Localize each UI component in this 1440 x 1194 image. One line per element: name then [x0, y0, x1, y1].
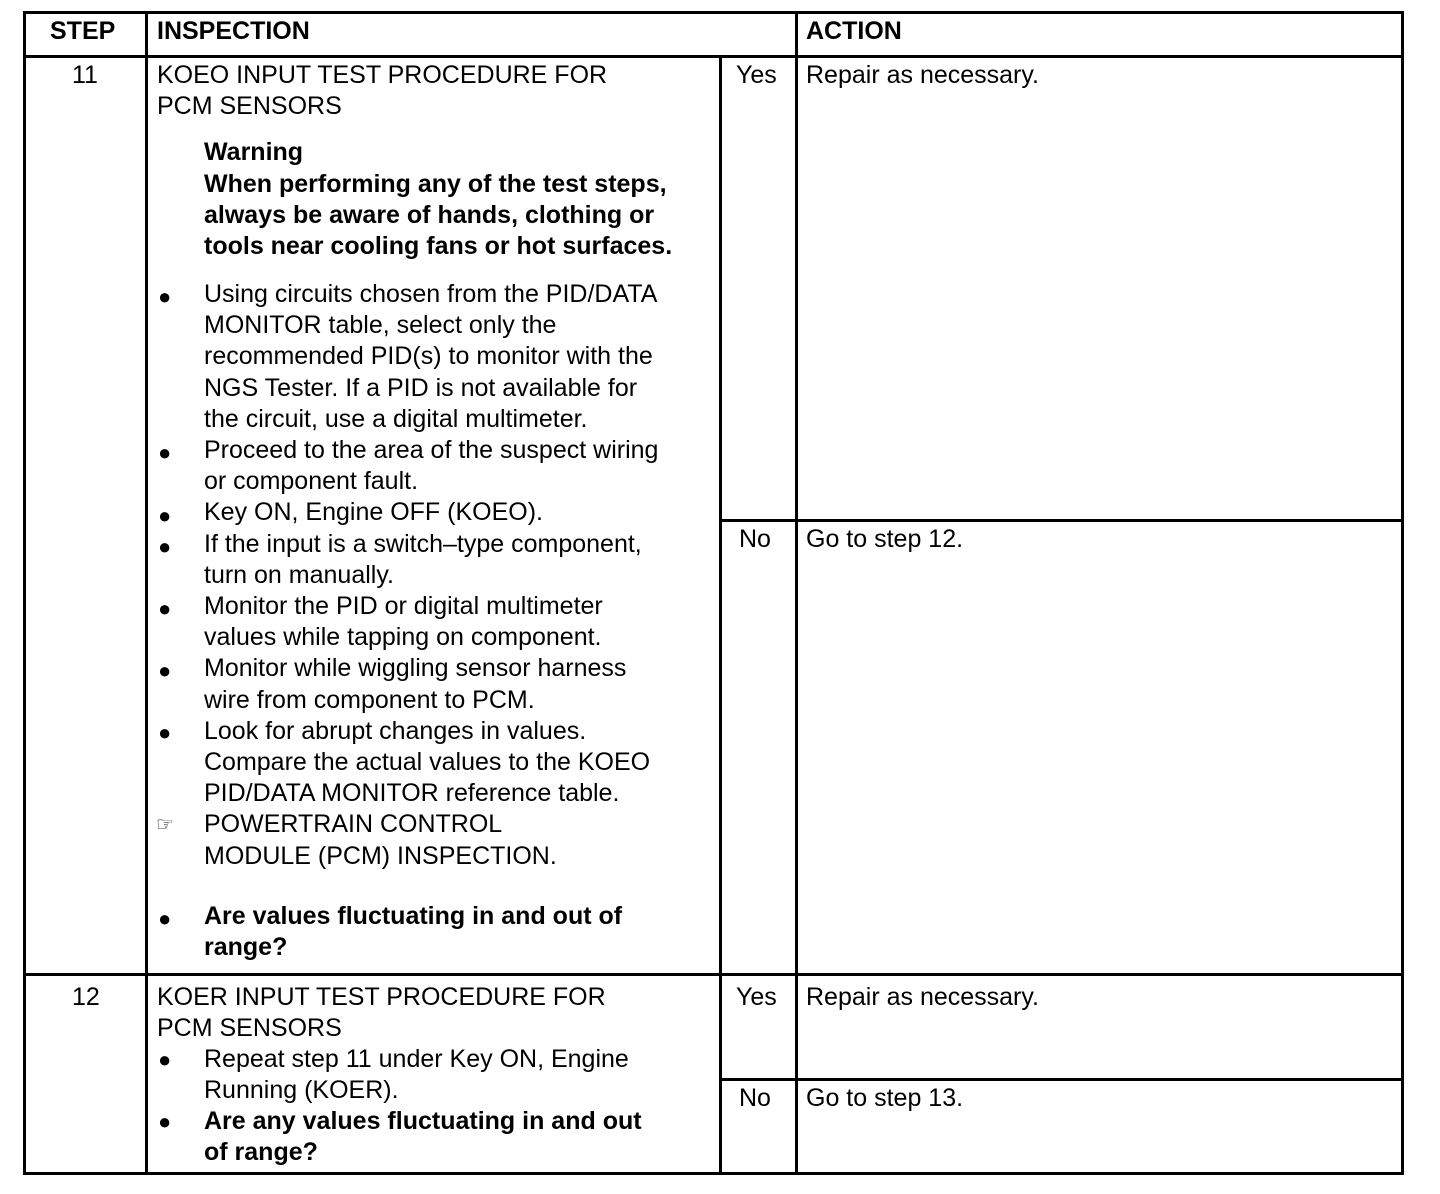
- step12-question: Are any values fluctuating in and out: [204, 1107, 642, 1135]
- border-step12-yes-no: [722, 1078, 1404, 1081]
- bullet-line: Key ON, Engine OFF (KOEO).: [204, 498, 543, 527]
- bullet-line: PID/DATA MONITOR reference table.: [204, 779, 620, 808]
- bullet-line: Look for abrupt changes in values.: [204, 716, 587, 745]
- bullet-dot-icon: ●: [158, 596, 172, 621]
- bullet-line: or component fault.: [204, 467, 419, 496]
- bullet-dot-icon: ●: [158, 720, 172, 745]
- pointing-hand-icon: ☞: [156, 814, 174, 836]
- header-action: ACTION: [806, 17, 902, 45]
- bullet-line: Monitor while wiggling sensor harness: [204, 654, 627, 683]
- bullet-dot-icon: ●: [158, 284, 172, 309]
- bullet-line: If the input is a switch–type component,: [204, 529, 642, 558]
- border-header-bottom: [23, 55, 1404, 58]
- border-step-col: [145, 11, 148, 1175]
- step-title: KOEO INPUT TEST PROCEDURE FOR: [157, 61, 608, 89]
- step12-yes-label: Yes: [736, 983, 777, 1011]
- reference-line: POWERTRAIN CONTROL: [204, 810, 503, 839]
- step12-no-label: No: [739, 1084, 771, 1112]
- bullet-dot-icon: ●: [158, 534, 172, 559]
- bullet-dot-icon: ●: [158, 658, 172, 683]
- warning-title: Warning: [204, 138, 304, 166]
- bullet-line: NGS Tester. If a PID is not available for: [204, 373, 638, 402]
- step11-bullet-text: [204, 279, 658, 872]
- bullet-dot-icon: ●: [158, 503, 172, 528]
- step11-no-label: No: [739, 525, 771, 553]
- border-step11-yes-no: [722, 519, 1404, 522]
- bullet-line: Proceed to the area of the suspect wiring: [204, 436, 659, 465]
- step12-no-action: Go to step 13.: [806, 1084, 964, 1112]
- bullet-line: MONITOR table, select only the: [204, 311, 557, 340]
- bullet-line: turn on manually.: [204, 560, 394, 589]
- warning-text: tools near cooling fans or hot surfaces.: [204, 232, 673, 260]
- step-number: 12: [72, 983, 100, 1011]
- reference-line: MODULE (PCM) INSPECTION.: [204, 841, 557, 870]
- bullet-line: wire from component to PCM.: [204, 685, 535, 714]
- bullet-line: Compare the actual values to the KOEO: [204, 748, 651, 777]
- bullet-dot-icon: ●: [158, 1109, 172, 1134]
- step11-yes-label: Yes: [736, 61, 777, 89]
- step11-question: Are values fluctuating in and out of: [204, 902, 623, 930]
- border-action-col: [795, 11, 798, 1175]
- border-right: [1401, 11, 1404, 1175]
- step-title: PCM SENSORS: [157, 1014, 342, 1042]
- border-row-divider: [23, 973, 1404, 976]
- warning-text: always be aware of hands, clothing or: [204, 201, 655, 229]
- header-step: STEP: [50, 17, 116, 45]
- step11-yes-action: Repair as necessary.: [806, 61, 1039, 89]
- step-title: KOER INPUT TEST PROCEDURE FOR: [157, 983, 606, 1011]
- step11-no-action: Go to step 12.: [806, 525, 964, 553]
- border-bottom: [23, 1172, 1404, 1175]
- bullet-dot-icon: ●: [158, 440, 172, 465]
- step12-yes-action: Repair as necessary.: [806, 983, 1039, 1011]
- bullet-line: Monitor the PID or digital multimeter: [204, 592, 603, 621]
- warning-text: When performing any of the test steps,: [204, 170, 667, 198]
- step12-bullet-text: Repeat step 11 under Key ON, Engine: [204, 1045, 629, 1073]
- bullet-line: values while tapping on component.: [204, 623, 602, 652]
- step-number: 11: [72, 61, 98, 89]
- border-left: [23, 11, 26, 1175]
- bullet-dot-icon: ●: [158, 906, 172, 931]
- step12-question: of range?: [204, 1138, 318, 1166]
- bullet-line: Using circuits chosen from the PID/DATA: [204, 280, 658, 308]
- bullet-line: the circuit, use a digital multimeter.: [204, 404, 588, 433]
- header-inspection: INSPECTION: [157, 17, 310, 45]
- step11-question: range?: [204, 933, 288, 961]
- step-title: PCM SENSORS: [157, 92, 342, 120]
- bullet-line: recommended PID(s) to monitor with the: [204, 342, 653, 371]
- border-yesno-col: [719, 58, 722, 1175]
- step12-bullet-text: Running (KOER).: [204, 1076, 399, 1104]
- border-top: [23, 11, 1404, 14]
- bullet-dot-icon: ●: [158, 1047, 172, 1072]
